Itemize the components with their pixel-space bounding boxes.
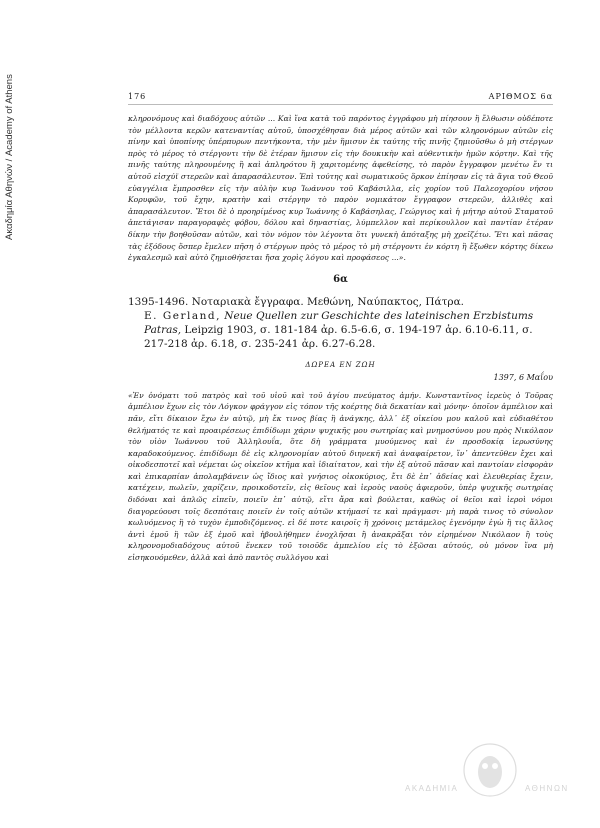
reference-details: Leipzig 1903, σ. 181-184 ἀρ. 6.5-6.6, σ. 194-197 ἀρ. 6.10-6.11, σ. 217-218 ἀρ. 6.18, σ. 235-241 ἀρ. 6.27-6.28. <box>144 323 533 350</box>
section-number: 6α <box>333 273 348 285</box>
document-date: 1397, 6 Μαΐου <box>493 372 553 382</box>
entry-heading: 1395-1496. Νοταριακὰ ἔγγραφα. Μεθώνη, Ναύπακτος, Πάτρα. <box>128 295 464 308</box>
document-subtitle: ΔΩΡΕΑ ΕΝ ΖΩΗ <box>305 360 376 369</box>
paragraph-1: κληρονόμους καὶ διαδόχους αὐτῶν ... Καὶ ἵνα κατὰ τοῦ παρόντος ἐγγράφου μὴ πίησουν ἢ ἔλθωσιν οὐδέποτε τὸν μέλλοντα κερῶν κατεναντίας αὐτοῦ, ὑποσχέθησαν διὰ μέρος αὐτῶν καὶ τῶν κληρονόμων αὐτῶν εἰς πίνην καὶ ὑποπίνης ὑπέρπυρων πεντήκοντα, τὴν μὲν ἥμισυν ἐκ ταύτης τῆς πινῆς ζημιοῦσθω ὁ μὴ στέργων πρὸς τὸ μέρος τὸ στέργοντι τὴν δὲ ἑτέραν ἥμισυν εἰς τὴν δουκικὴν καὶ αὐθεντικὴν ἡμῶν κόρτην. Καὶ τῆς πινῆς ταύτης πληρουμένης ἢ καὶ ἀπληρότου ἢ χαριτομένης ἀφεθείσης, τὸ παρὸν ἔγγραφον μενέτω ἔν τι αὐτοῦ εἰσχύϊ στερεῶν καὶ ἀπαρασάλευτον. Ἐπὶ τούτης καὶ σωματικοῦς ὅρκον ἐπίησαν εἰς τὰ ἅγια τοῦ Θεοῦ εὐαγγέλια ἔμπροσθεν εἰς τὴν αὐλὴν κυρ Ἰωάννου τοῦ Καβάσιλλα, εἰς χορίον τοῦ Παλεοχορίου νήσου Κορυφῶν, τοῦ ἔχην, κρατὴν καὶ στέργην τὸ παρὸν νομικάτον ἔγγραφον στερεῶν, ἀλλιθὲς καὶ ἀπαρασάλευτον. Ἔτοι δὲ ὁ προηρίμένος κυρ Ἰωάννης ὁ Καβάσηλας, Γεώργιος καὶ ἡ μήτηρ αὐτοῦ Σταματοῦ ἀπετάγισαν παραγοραφὲς φόβου, δόλου καὶ δηναστίας, λύμπελλον καὶ περίκουλλον καὶ παντίαν ἑτέραν δίκην τὴν βοηθοῦσαν αὐτῶν, καὶ τὸν νόμον τὸν λέγοντα ὅτι γυνεκὴ ἀπόταξης μὴ χρεῖζέτω. Ἔτι καὶ πᾶσας τὰς ἐξόδους ὅσπερ ἔμελεν πῆση ὁ στέργων πρὸς τὸ μέρος τὸ μὴ στέργοντι ἐν κόρτη ἢ ἔξωθεν κόρτης δίκεω ἐγκαλεσμῶ καὶ αὐτὸ ζημιοθήσεται ἤσα χορὶς λόγου καὶ προφάσεος ...». <box>128 114 553 263</box>
owl-seal-icon <box>385 740 595 810</box>
watermark-left-text: ΑΚΑΔΗΜΙΑ <box>405 784 459 793</box>
watermark-right-text: ΑΘΗΝΩΝ <box>525 784 569 793</box>
academy-watermark <box>385 740 595 810</box>
bibliographic-reference <box>144 309 553 351</box>
page-content <box>128 92 553 564</box>
page-header <box>128 92 553 105</box>
paragraph-2: «Ἐν ὀνόματι τοῦ πατρὸς καὶ τοῦ υἱοῦ καὶ τοῦ ἁγίου πνεύματος ἀμήν. Κωνσταντῖνος ἱερεὺς ὁ Τοῦρας ἀμπέλιον ἔχων εἰς τὸν Λόγκον φράγγον εἰς τόπον τῆς κοέρτης διὰ δεκατίαν καὶ μόνην· ὁποῖον ἀμπέλιον καὶ πᾶν, εἴτι δίκαιον ἔχω ἐν αὐτῷ, μὴ ἔκ τινος βίας ἢ ἀνάγκης, ἀλλ᾽ ἐξ οἰκείου μου καλοῦ καὶ εὐδιαθέτου θελήματός τε καὶ προαιρέσεως ἐπιδίδωμι χάριν ψυχικῆς μου σωτηρίας καὶ μνημοσύνου μου πρὸς Νικόλαον τὸν υἱὸν Ἰωάννου τοῦ Ἀλληλουΐα, ὅτε δὴ γράμματα μυούμενος καὶ ἐν προσδοκίᾳ ἱερωσύνης καραδοκούμενος. ἐπιδίδωμι δὲ εἰς κληρονομίαν αὐτοῦ διηνεκῆ καὶ ἀναφαίρετον, ἵν᾽ ἀπεντεῦθεν ἔχει καὶ οἰκοδεσποτεῖ καὶ νέμεται ὡς οἰκεῖον κτῆμα καὶ ἰδιαίτατον, καὶ τὴν ἐξ αὐτοῦ πᾶσαν καὶ παντοίαν εἰσφορὰν καὶ ἐπικαρπίαν ἀπολαμβάνειν ὡς ἴδιος καὶ γνήσιος οἰκοκύριος, ἔτι δὲ ἐπ᾽ ἀδείας καὶ ἐλευθερίας ἔχειν, κατέχειν, πωλεῖν, χαρίζειν, προικοδοτεῖν, εἰς θεῖους καὶ ἱεροὺς ναοὺς ἀφιεροῦν, ὑπὲρ ψυχικῆς σωτηρίας διδόναι καὶ ἁπλῶς εἰπεῖν, ποιεῖν ἐπ᾽ αὐτῷ, εἴτι ἄρα καὶ βούλεται, καθὼς οἱ θεῖοι καὶ ἱεροὶ νόμοι διαγορεύουσι τοῖς δεσπόταις ποιεῖν ἐν τοῖς αὐτῶν κτήμασί τε καὶ πράγμασι· μὴ παρὰ τινος τὸ σύνολον κωλυόμενος ἢ τὸ τυχὸν ἐμποδιζόμενος. εἰ δέ ποτε καιροῖς ἢ χρόνοις μετάμελος ἐγενόμην ἐγὼ ἢ τις ἄλλος ἀντὶ ἐμοῦ ἢ τῶν ἐξ ἐμοῦ καὶ ἠβουλήθημεν ἐνοχλῆσαι ἢ ἀνακρᾶξαι τὸν εἰρημένον Νικόλαον ἢ τοὺς κληρονομοδιαδόχους αὐτοῦ ἕνεκεν τοῦ τοιοῦδε ἀμπελίου εἰς τὸ ἐξῶσαι αὐτούς, οὐ μόνον ἵνα μὴ εἰσηκουόμεθεν, ἀλλὰ καὶ ἀπὸ παντὸς συλλόγου καὶ <box>128 390 553 563</box>
running-title: ΑΡΙΘΜΟΣ 6α <box>488 92 553 101</box>
reference-title: Neue Quellen zur Geschichte des lateinischen Erzbistums Patras, <box>144 309 534 336</box>
page-number: 176 <box>128 92 147 101</box>
reference-author: E. Gerland, <box>144 309 221 322</box>
archive-side-label: Ακαδημία Αθηνών / Academy of Athens <box>4 74 15 240</box>
